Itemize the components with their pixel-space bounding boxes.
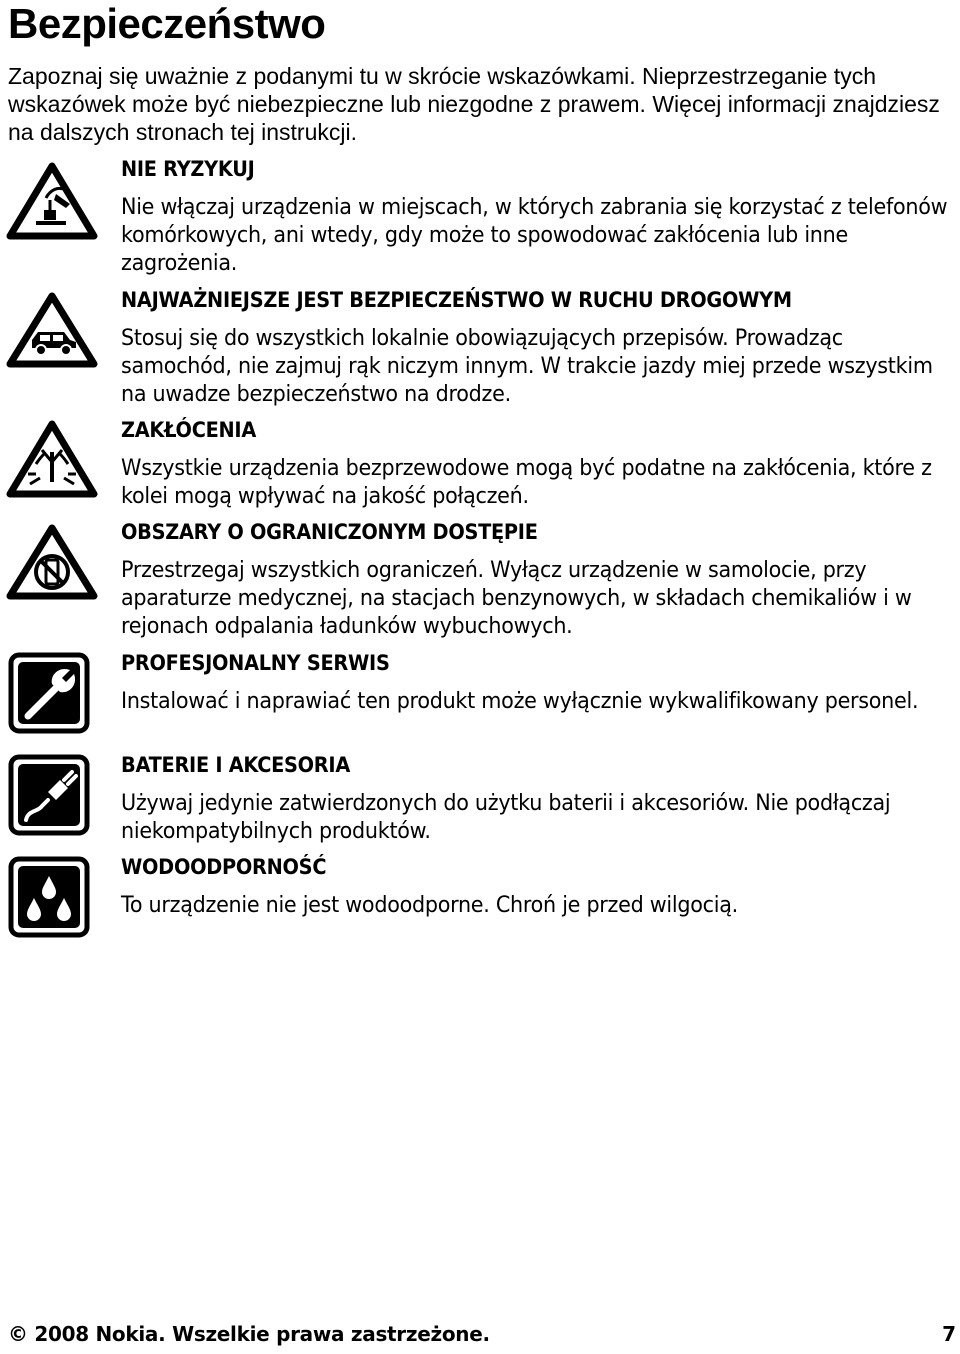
section-text: Stosuj się do wszystkich lokalnie obowiązujących przepisów. Prowadząc samochód, nie zajmuj rąk niczym innym. W trakcie jazdy miej przede wszystkim na uwadze bezpieczeństwo na drodze. [121, 325, 933, 407]
section-heading: NAJWAŻNIEJSZE JEST BEZPIECZEŃSTWO W RUCHU DROGOWYM [121, 288, 792, 312]
page-title: Bezpieczeństwo [8, 0, 326, 47]
section-heading: NIE RYZYKUJ [121, 157, 255, 181]
section-text: Wszystkie urządzenia bezprzewodowe mogą być podatne na zakłócenia, które z kolei mogą wpływać na jakość połączeń. [121, 455, 932, 509]
section-heading: OBSZARY O OGRANICZONYM DOSTĘPIE [121, 520, 538, 544]
wrench-icon [8, 652, 90, 734]
section-heading: WODOODPORNOŚĆ [121, 855, 327, 879]
water-drops-icon [8, 856, 90, 938]
car-icon [6, 290, 98, 370]
page-number: 7 [942, 1322, 956, 1346]
section-heading: ZAKŁÓCENIA [121, 418, 257, 442]
copyright-footer: © 2008 Nokia. Wszelkie prawa zastrzeżone. [8, 1322, 490, 1346]
interference-antenna-icon [6, 418, 98, 500]
charger-plug-icon [8, 754, 90, 836]
section-text: Używaj jedynie zatwierdzonych do użytku baterii i akcesoriów. Nie podłączaj niekompatybilnych produktów. [121, 790, 891, 844]
section-text: To urządzenie nie jest wodoodporne. Chroń je przed wilgocią. [121, 892, 738, 918]
intro-paragraph: Zapoznaj się uważnie z podanymi tu w skrócie wskazówkami. Nieprzestrzeganie tych wskazówek może być niebezpieczne lub niezgodne z prawem. Więcej informacji znajdziesz na dalszych stronach tej instrukcji. [8, 63, 940, 145]
section-heading: PROFESJONALNY SERWIS [121, 651, 390, 675]
no-phone-icon [6, 522, 98, 602]
switch-off-hand-icon [6, 160, 98, 242]
section-heading: BATERIE I AKCESORIA [121, 753, 351, 777]
section-text: Nie włączaj urządzenia w miejscach, w których zabrania się korzystać z telefonów komórkowych, ani wtedy, gdy może to spowodować zakłócenia lub inne zagrożenia. [121, 194, 948, 276]
section-text: Przestrzegaj wszystkich ograniczeń. Wyłącz urządzenie w samolocie, przy aparaturze medycznej, na stacjach benzynowych, w składach chemikaliów i w rejonach odpalania ładunków wybuchowych. [121, 557, 912, 639]
section-text: Instalować i naprawiać ten produkt może wyłącznie wykwalifikowany personel. [121, 688, 919, 714]
